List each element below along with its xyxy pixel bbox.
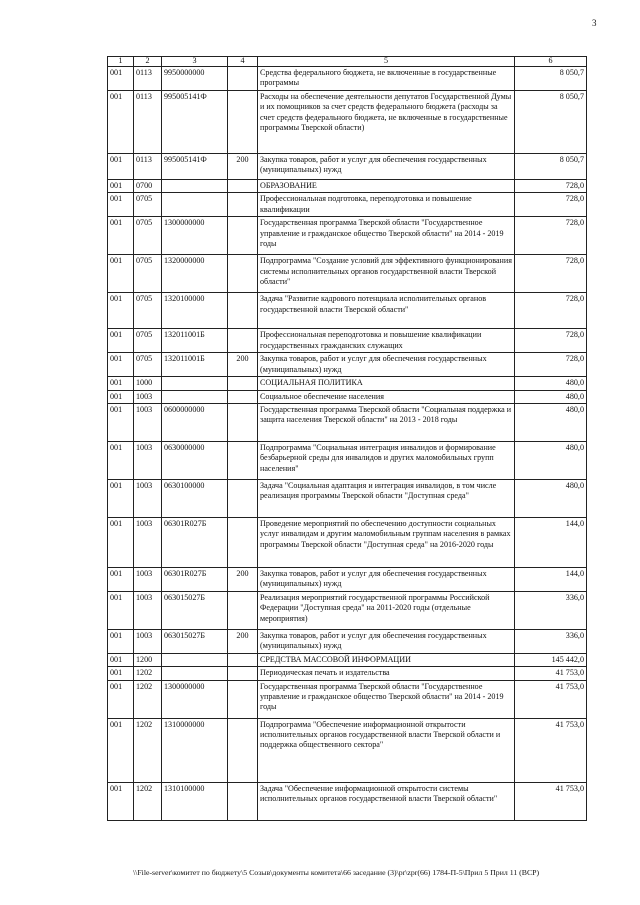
cell-name: Средства федерального бюджета, не включенные в государственные программы <box>258 66 515 90</box>
cell-type <box>228 403 258 441</box>
table-row <box>108 441 587 479</box>
cell-amount: 728,0 <box>515 217 587 255</box>
cell-type <box>228 329 258 353</box>
cell-section: 0705 <box>134 293 162 329</box>
table-row <box>108 591 587 629</box>
cell-target: 995005141Ф <box>162 90 228 153</box>
cell-type <box>228 255 258 293</box>
table-row <box>108 390 587 403</box>
cell-amount: 480,0 <box>515 479 587 517</box>
cell-code: 001 <box>108 255 134 293</box>
table-row <box>108 479 587 517</box>
cell-code: 001 <box>108 90 134 153</box>
cell-target: 06301R027Б <box>162 567 228 591</box>
cell-code: 001 <box>108 66 134 90</box>
column-header: 1 <box>108 57 134 67</box>
cell-section: 1003 <box>134 441 162 479</box>
table-row <box>108 353 587 377</box>
cell-amount: 728,0 <box>515 193 587 217</box>
cell-amount: 8 050,7 <box>515 90 587 153</box>
cell-code: 001 <box>108 591 134 629</box>
cell-section: 0705 <box>134 193 162 217</box>
cell-amount: 41 753,0 <box>515 782 587 820</box>
cell-target: 132011001Б <box>162 329 228 353</box>
cell-type <box>228 179 258 192</box>
cell-name: Государственная программа Тверской области "Государственное управление и гражданское общество Тверской области" на 2014 - 2019 годы <box>258 680 515 718</box>
cell-code: 001 <box>108 441 134 479</box>
cell-code: 001 <box>108 680 134 718</box>
cell-name: ОБРАЗОВАНИЕ <box>258 179 515 192</box>
cell-code: 001 <box>108 782 134 820</box>
cell-type <box>228 193 258 217</box>
column-header: 6 <box>515 57 587 67</box>
table-row <box>108 680 587 718</box>
cell-code: 001 <box>108 629 134 653</box>
cell-section: 1003 <box>134 479 162 517</box>
table-row <box>108 629 587 653</box>
table-row <box>108 653 587 666</box>
column-header: 2 <box>134 57 162 67</box>
cell-section: 1003 <box>134 390 162 403</box>
cell-code: 001 <box>108 217 134 255</box>
cell-target: 1300000000 <box>162 680 228 718</box>
cell-target: 995005141Ф <box>162 153 228 179</box>
cell-type <box>228 66 258 90</box>
cell-type <box>228 591 258 629</box>
cell-amount: 41 753,0 <box>515 718 587 782</box>
cell-amount: 8 050,7 <box>515 153 587 179</box>
cell-name: Периодическая печать и издательства <box>258 667 515 680</box>
cell-code: 001 <box>108 517 134 567</box>
cell-name: СОЦИАЛЬНАЯ ПОЛИТИКА <box>258 377 515 390</box>
cell-target: 0600000000 <box>162 403 228 441</box>
cell-section: 0705 <box>134 353 162 377</box>
cell-name: Подпрограмма "Обеспечение информационной открытости исполнительных органов государственной власти Тверской области и поддержка общественного сектора" <box>258 718 515 782</box>
cell-section: 1202 <box>134 680 162 718</box>
cell-amount: 41 753,0 <box>515 667 587 680</box>
cell-target: 1310100000 <box>162 782 228 820</box>
cell-section: 0113 <box>134 153 162 179</box>
file-path-footer: \\File-server\комитет по бюджету\5 Созыв\документы комитета\66 заседание (3)\pr\zpr(66) 1784-П-5\Прил 5 Прил 11 (ВСР) <box>133 868 540 877</box>
cell-name: Реализация мероприятий государственной программы Российской Федерации "Доступная среда" на 2011-2020 годы (отдельные мероприятия) <box>258 591 515 629</box>
cell-code: 001 <box>108 153 134 179</box>
table-row <box>108 567 587 591</box>
cell-name: Задача "Обеспечение информационной открытости системы исполнительных органов государственной власти Тверской области" <box>258 782 515 820</box>
cell-name: Закупка товаров, работ и услуг для обеспечения государственных (муниципальных) нужд <box>258 153 515 179</box>
cell-type: 200 <box>228 153 258 179</box>
cell-name: Задача "Социальная адаптация и интеграция инвалидов, в том числе реализация программы Тверской области "Доступная среда" <box>258 479 515 517</box>
table-row <box>108 90 587 153</box>
cell-code: 001 <box>108 377 134 390</box>
table-row <box>108 329 587 353</box>
cell-amount: 480,0 <box>515 377 587 390</box>
cell-amount: 336,0 <box>515 591 587 629</box>
cell-name: Задача "Развитие кадрового потенциала исполнительных органов государственной власти Тверской области" <box>258 293 515 329</box>
budget-table <box>107 56 587 821</box>
cell-amount: 144,0 <box>515 517 587 567</box>
table-row <box>108 377 587 390</box>
cell-amount: 728,0 <box>515 255 587 293</box>
cell-amount: 480,0 <box>515 403 587 441</box>
cell-type <box>228 680 258 718</box>
header-row <box>108 57 587 67</box>
cell-target: 063015027Б <box>162 629 228 653</box>
cell-section: 1000 <box>134 377 162 390</box>
cell-name: Государственная программа Тверской области "Социальная поддержка и защита населения Тверской области" на 2013 - 2018 годы <box>258 403 515 441</box>
cell-type <box>228 479 258 517</box>
cell-type: 200 <box>228 567 258 591</box>
cell-type <box>228 667 258 680</box>
cell-amount: 41 753,0 <box>515 680 587 718</box>
cell-code: 001 <box>108 403 134 441</box>
cell-type <box>228 90 258 153</box>
cell-target <box>162 377 228 390</box>
cell-target: 0630000000 <box>162 441 228 479</box>
cell-target <box>162 193 228 217</box>
cell-type <box>228 390 258 403</box>
cell-type <box>228 441 258 479</box>
cell-target: 1310000000 <box>162 718 228 782</box>
cell-section: 1003 <box>134 629 162 653</box>
cell-section: 1202 <box>134 718 162 782</box>
table-row <box>108 293 587 329</box>
cell-target: 0630100000 <box>162 479 228 517</box>
table-row <box>108 153 587 179</box>
cell-target: 1300000000 <box>162 217 228 255</box>
cell-target: 132011001Б <box>162 353 228 377</box>
table-row <box>108 403 587 441</box>
cell-name: Профессиональная переподготовка и повышение квалификации государственных гражданских служащих <box>258 329 515 353</box>
cell-section: 1003 <box>134 591 162 629</box>
column-header: 5 <box>258 57 515 67</box>
cell-target <box>162 390 228 403</box>
table-row <box>108 193 587 217</box>
table-row <box>108 255 587 293</box>
cell-name: Закупка товаров, работ и услуг для обеспечения государственных (муниципальных) нужд <box>258 353 515 377</box>
cell-section: 0705 <box>134 255 162 293</box>
cell-code: 001 <box>108 667 134 680</box>
cell-section: 0700 <box>134 179 162 192</box>
cell-target: 1320000000 <box>162 255 228 293</box>
cell-name: Государственная программа Тверской области "Государственное управление и гражданское общество Тверской области" на 2014 - 2019 годы <box>258 217 515 255</box>
cell-code: 001 <box>108 293 134 329</box>
cell-section: 1003 <box>134 403 162 441</box>
table-row <box>108 217 587 255</box>
page-number: 3 <box>592 18 597 28</box>
cell-name: СРЕДСТВА МАССОВОЙ ИНФОРМАЦИИ <box>258 653 515 666</box>
column-header: 3 <box>162 57 228 67</box>
cell-code: 001 <box>108 718 134 782</box>
cell-name: Закупка товаров, работ и услуг для обеспечения государственных (муниципальных) нужд <box>258 567 515 591</box>
cell-code: 001 <box>108 329 134 353</box>
cell-type <box>228 293 258 329</box>
cell-code: 001 <box>108 567 134 591</box>
cell-code: 001 <box>108 179 134 192</box>
cell-section: 1003 <box>134 517 162 567</box>
cell-section: 1003 <box>134 567 162 591</box>
cell-type <box>228 653 258 666</box>
cell-type: 200 <box>228 353 258 377</box>
cell-section: 1200 <box>134 653 162 666</box>
cell-code: 001 <box>108 353 134 377</box>
cell-amount: 728,0 <box>515 329 587 353</box>
cell-code: 001 <box>108 479 134 517</box>
cell-name: Расходы на обеспечение деятельности депутатов Государственной Думы и их помощников за счет средств федерального бюджета (расходы за счет средств федерального бюджета, не включенные в государственные программы Тверской области) <box>258 90 515 153</box>
cell-name: Профессиональная подготовка, переподготовка и повышение квалификации <box>258 193 515 217</box>
cell-amount: 336,0 <box>515 629 587 653</box>
cell-amount: 8 050,7 <box>515 66 587 90</box>
cell-section: 1202 <box>134 782 162 820</box>
cell-section: 0113 <box>134 66 162 90</box>
cell-target <box>162 667 228 680</box>
cell-name: Социальное обеспечение населения <box>258 390 515 403</box>
cell-target <box>162 179 228 192</box>
cell-target: 1320100000 <box>162 293 228 329</box>
table-row <box>108 66 587 90</box>
cell-name: Проведение мероприятий по обеспечению доступности социальных услуг инвалидам и другим маломобильным группам населения в рамках программы Тверской области "Доступная среда" на 2016-2020 годы <box>258 517 515 567</box>
cell-target: 063015027Б <box>162 591 228 629</box>
table-row <box>108 179 587 192</box>
cell-type: 200 <box>228 629 258 653</box>
cell-code: 001 <box>108 390 134 403</box>
cell-amount: 480,0 <box>515 441 587 479</box>
cell-section: 0113 <box>134 90 162 153</box>
cell-type <box>228 217 258 255</box>
cell-name: Подпрограмма "Создание условий для эффективного функционирования системы исполнительных органов государственной власти Тверской области" <box>258 255 515 293</box>
cell-type <box>228 377 258 390</box>
cell-amount: 728,0 <box>515 179 587 192</box>
cell-amount: 144,0 <box>515 567 587 591</box>
table-row <box>108 667 587 680</box>
cell-target <box>162 653 228 666</box>
cell-section: 0705 <box>134 329 162 353</box>
table-row <box>108 517 587 567</box>
table-row <box>108 782 587 820</box>
cell-type <box>228 517 258 567</box>
cell-code: 001 <box>108 193 134 217</box>
cell-type <box>228 718 258 782</box>
table-row <box>108 718 587 782</box>
cell-target: 9950000000 <box>162 66 228 90</box>
cell-section: 0705 <box>134 217 162 255</box>
cell-name: Закупка товаров, работ и услуг для обеспечения государственных (муниципальных) нужд <box>258 629 515 653</box>
column-header: 4 <box>228 57 258 67</box>
cell-name: Подпрограмма "Социальная интеграция инвалидов и формирование безбарьерной среды для инвалидов и других маломобильных групп населения" <box>258 441 515 479</box>
cell-amount: 728,0 <box>515 353 587 377</box>
cell-amount: 728,0 <box>515 293 587 329</box>
cell-amount: 480,0 <box>515 390 587 403</box>
cell-target: 06301R027Б <box>162 517 228 567</box>
cell-section: 1202 <box>134 667 162 680</box>
cell-code: 001 <box>108 653 134 666</box>
cell-type <box>228 782 258 820</box>
cell-amount: 145 442,0 <box>515 653 587 666</box>
